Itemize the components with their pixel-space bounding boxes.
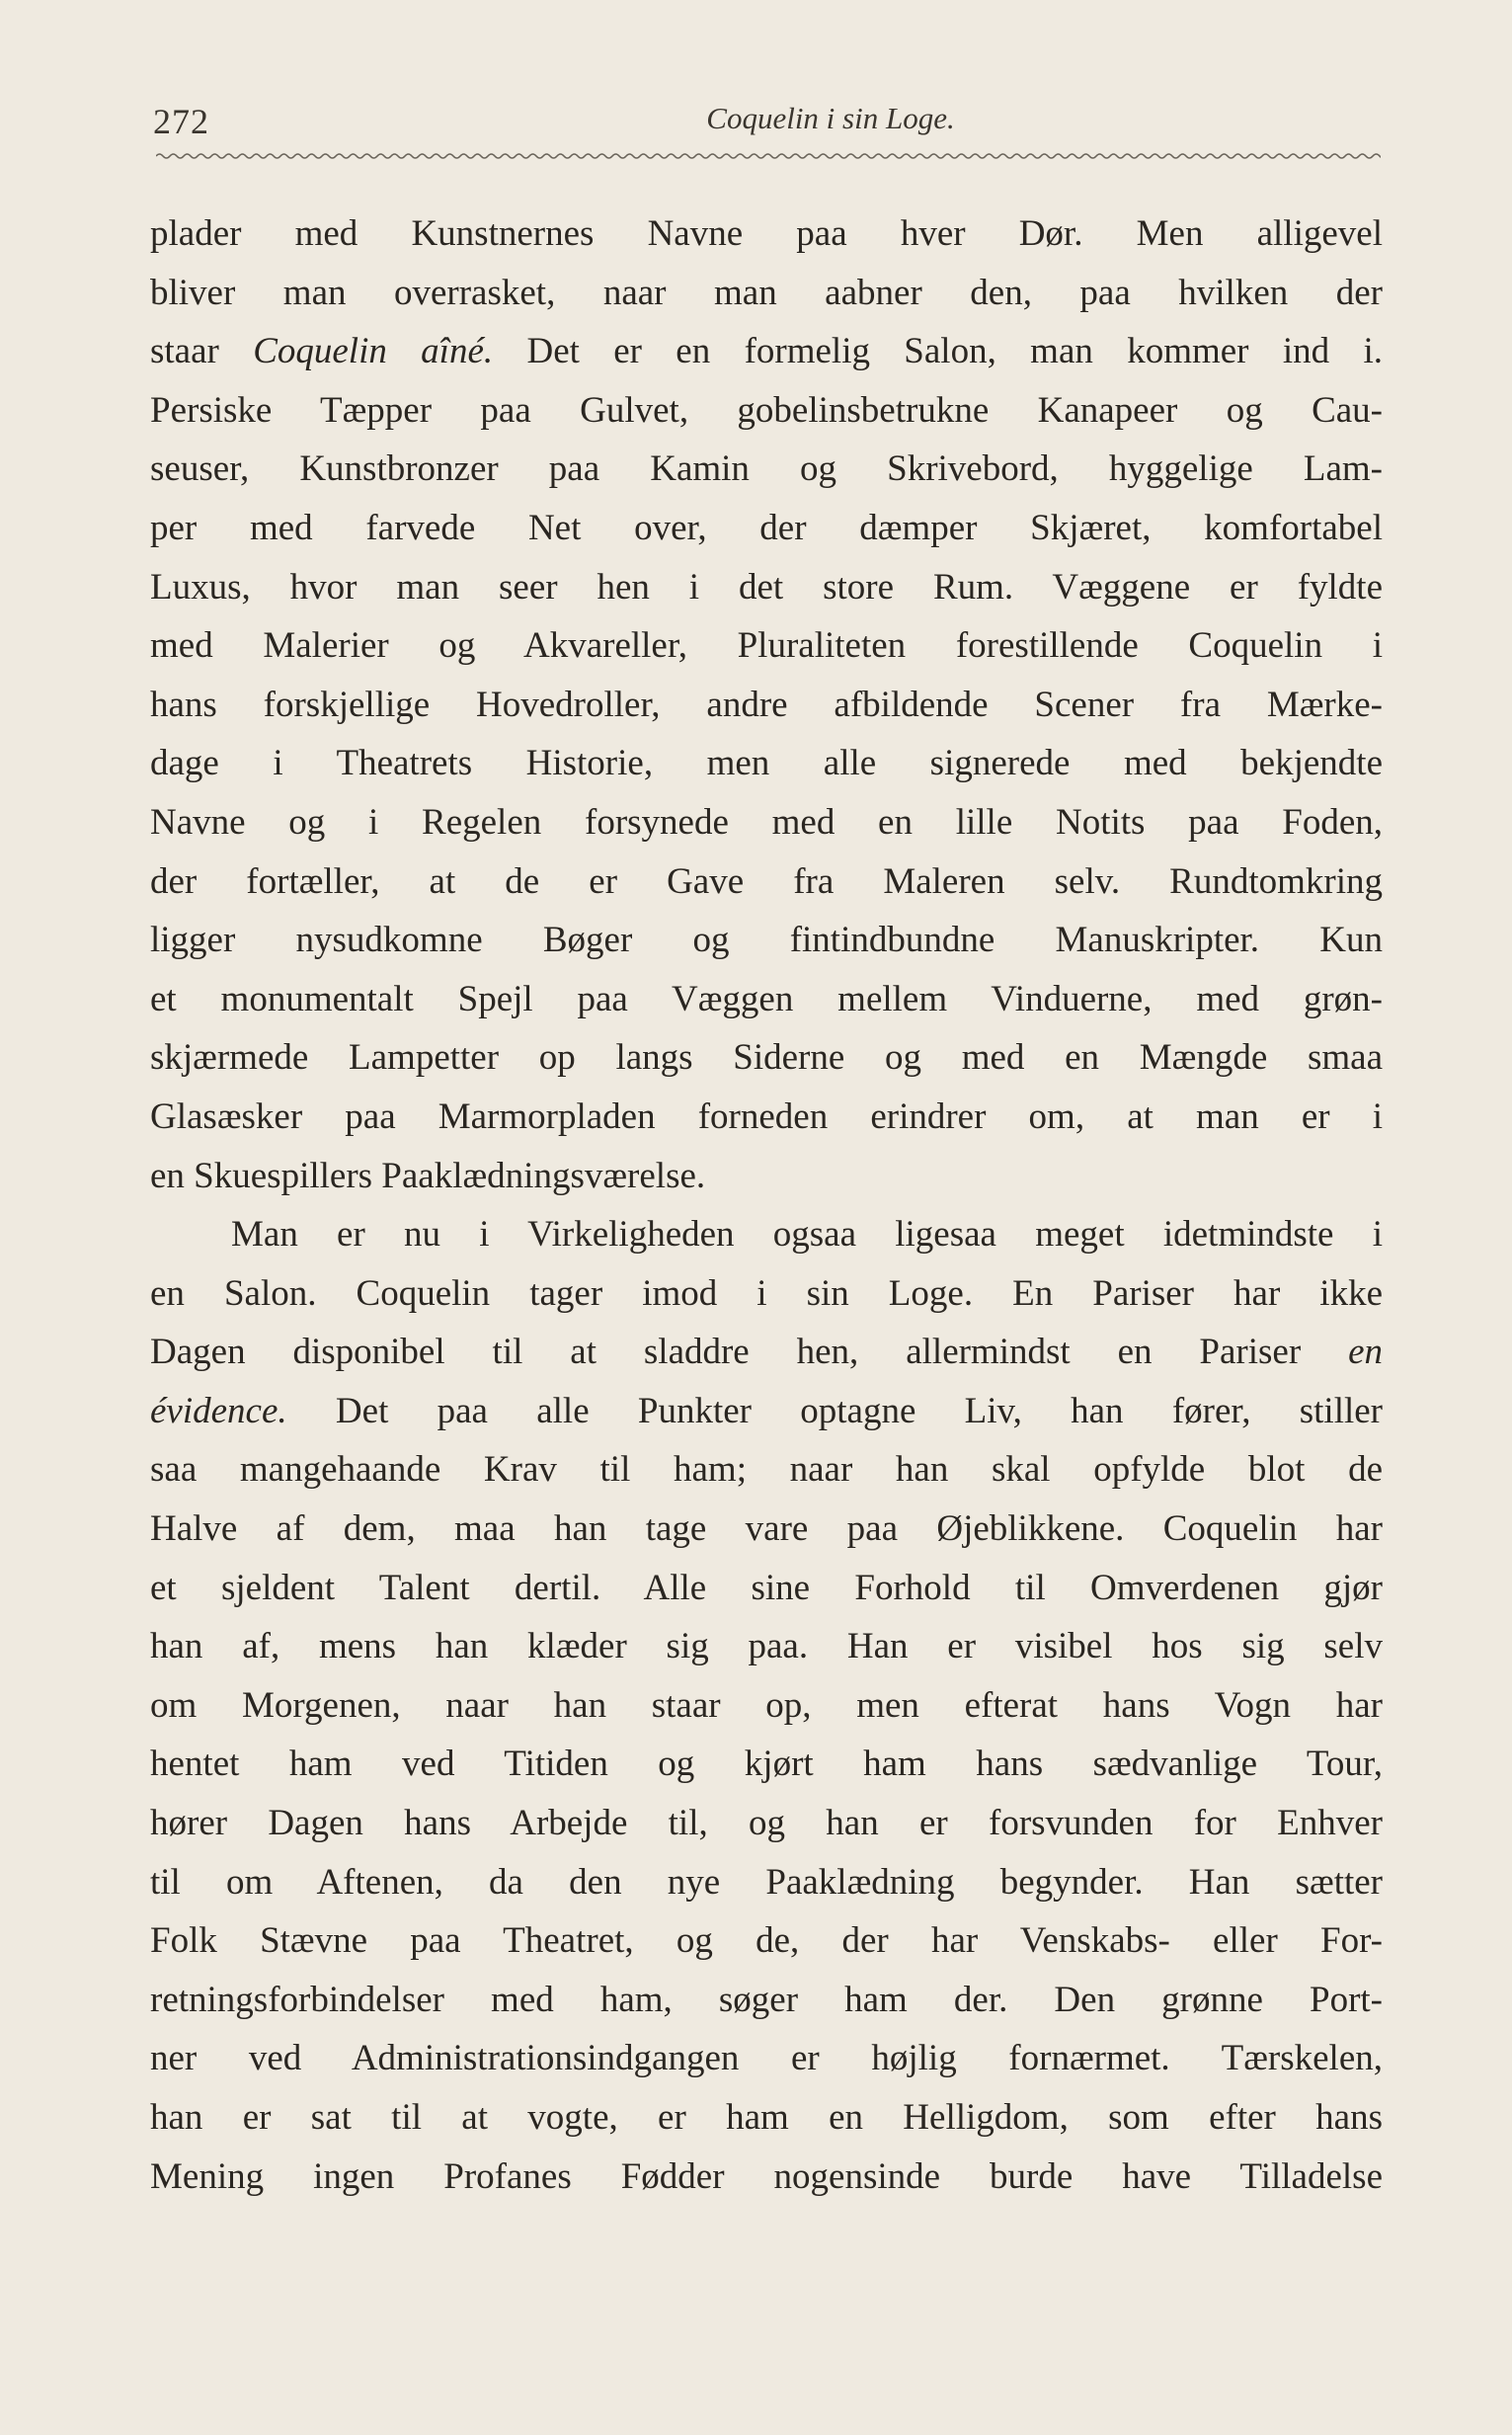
text-line: en Skuespillers Paaklædningsværelse. (150, 1155, 706, 1196)
text-segment: Det er en formelig Salon, man kommer ind i. (493, 331, 1383, 372)
text-segment: Det paa alle Punkter optagne Liv, han fører, stiller (286, 1390, 1383, 1431)
text-line: saa mangehaande Krav til ham; naar han skal opfylde blot de (150, 1449, 1383, 1491)
text-line: et sjeldent Talent dertil. Alle sine Forhold til Omverdenen gjør (150, 1567, 1383, 1608)
text-line: Luxus, hvor man seer hen i det store Rum. Væggene er fyldte (150, 566, 1383, 608)
text-line: seuser, Kunstbronzer paa Kamin og Skrivebord, hyggelige Lam- (150, 448, 1383, 490)
text-line: hører Dagen hans Arbejde til, og han er forsvunden for Enhver (150, 1803, 1383, 1844)
text-line: ner ved Administrationsindgangen er højlig fornærmet. Tærskelen, (150, 2038, 1383, 2079)
italic-text: évidence. (150, 1390, 287, 1431)
text-line (150, 322, 1383, 381)
text-line (150, 1323, 1383, 1382)
text-line (150, 1382, 1383, 1441)
text-line: hans forskjellige Hovedroller, andre afbildende Scener fra Mærke- (150, 684, 1383, 725)
text-line: dage i Theatrets Historie, men alle signerede med bekjendte (150, 743, 1383, 784)
text-line: per med farvede Net over, der dæmper Skjæret, komfortabel (150, 507, 1383, 548)
text-line: ligger nysudkomne Bøger og fintindbundne Manuskripter. Kun (150, 920, 1383, 961)
text-line: han af, mens han klæder sig paa. Han er visibel hos sig selv (150, 1626, 1383, 1667)
text-line: hentet ham ved Titiden og kjørt ham hans sædvanlige Tour, (150, 1744, 1383, 1785)
text-line: en Salon. Coquelin tager imod i sin Loge. En Pariser har ikke (150, 1272, 1383, 1314)
text-line: med Malerier og Akvareller, Pluraliteten forestillende Coquelin i (150, 625, 1383, 667)
page-header (149, 97, 1384, 146)
text-line: om Morgenen, naar han staar op, men efterat hans Vogn har (150, 1684, 1383, 1726)
text-line: Persiske Tæpper paa Gulvet, gobelinsbetrukne Kanapeer og Cau- (150, 389, 1383, 431)
text-line: bliver man overrasket, naar man aabner den, paa hvilken der (150, 272, 1383, 313)
text-line: Mening ingen Profanes Fødder nogensinde burde have Tilladelse (150, 2155, 1383, 2197)
text-line: plader med Kunstnernes Navne paa hver Dør. Men alligevel (150, 213, 1383, 254)
text-line: der fortæller, at de er Gave fra Maleren selv. Rundtomkring (150, 860, 1383, 902)
italic-text: Coquelin aîné. (253, 331, 494, 372)
text-line: et monumentalt Spejl paa Væggen mellem Vinduerne, med grøn- (150, 978, 1383, 1019)
running-head: Coquelin i sin Loge. (706, 101, 955, 135)
italic-text: en (1348, 1332, 1383, 1373)
text-line: Halve af dem, maa han tage vare paa Øjeblikkene. Coquelin har (150, 1508, 1383, 1550)
body-text (150, 204, 1383, 2206)
text-line: til om Aftenen, da den nye Paaklædning begynder. Han sætter (150, 1861, 1383, 1903)
text-line: retningsforbindelser med ham, søger ham der. Den grønne Port- (150, 1979, 1383, 2020)
text-line: Navne og i Regelen forsynede med en lille Notits paa Foden, (150, 801, 1383, 843)
text-line: han er sat til at vogte, er ham en Helligdom, som efter hans (150, 2097, 1383, 2138)
text-segment: Dagen disponibel til at sladdre hen, allermindst en Pariser (150, 1332, 1349, 1373)
text-line: Man er nu i Virkeligheden ogsaa ligesaa meget idetmindste i (231, 1214, 1383, 1256)
text-line: Glasæsker paa Marmorpladen forneden erindrer om, at man er i (150, 1096, 1383, 1137)
page-number: 272 (153, 102, 209, 141)
wavy-rule-ornament (156, 148, 1381, 164)
text-line: Folk Stævne paa Theatret, og de, der har Venskabs- eller For- (150, 1920, 1383, 1962)
text-segment: staar (150, 331, 254, 372)
text-line: skjærmede Lampetter op langs Siderne og med en Mængde smaa (150, 1037, 1383, 1079)
